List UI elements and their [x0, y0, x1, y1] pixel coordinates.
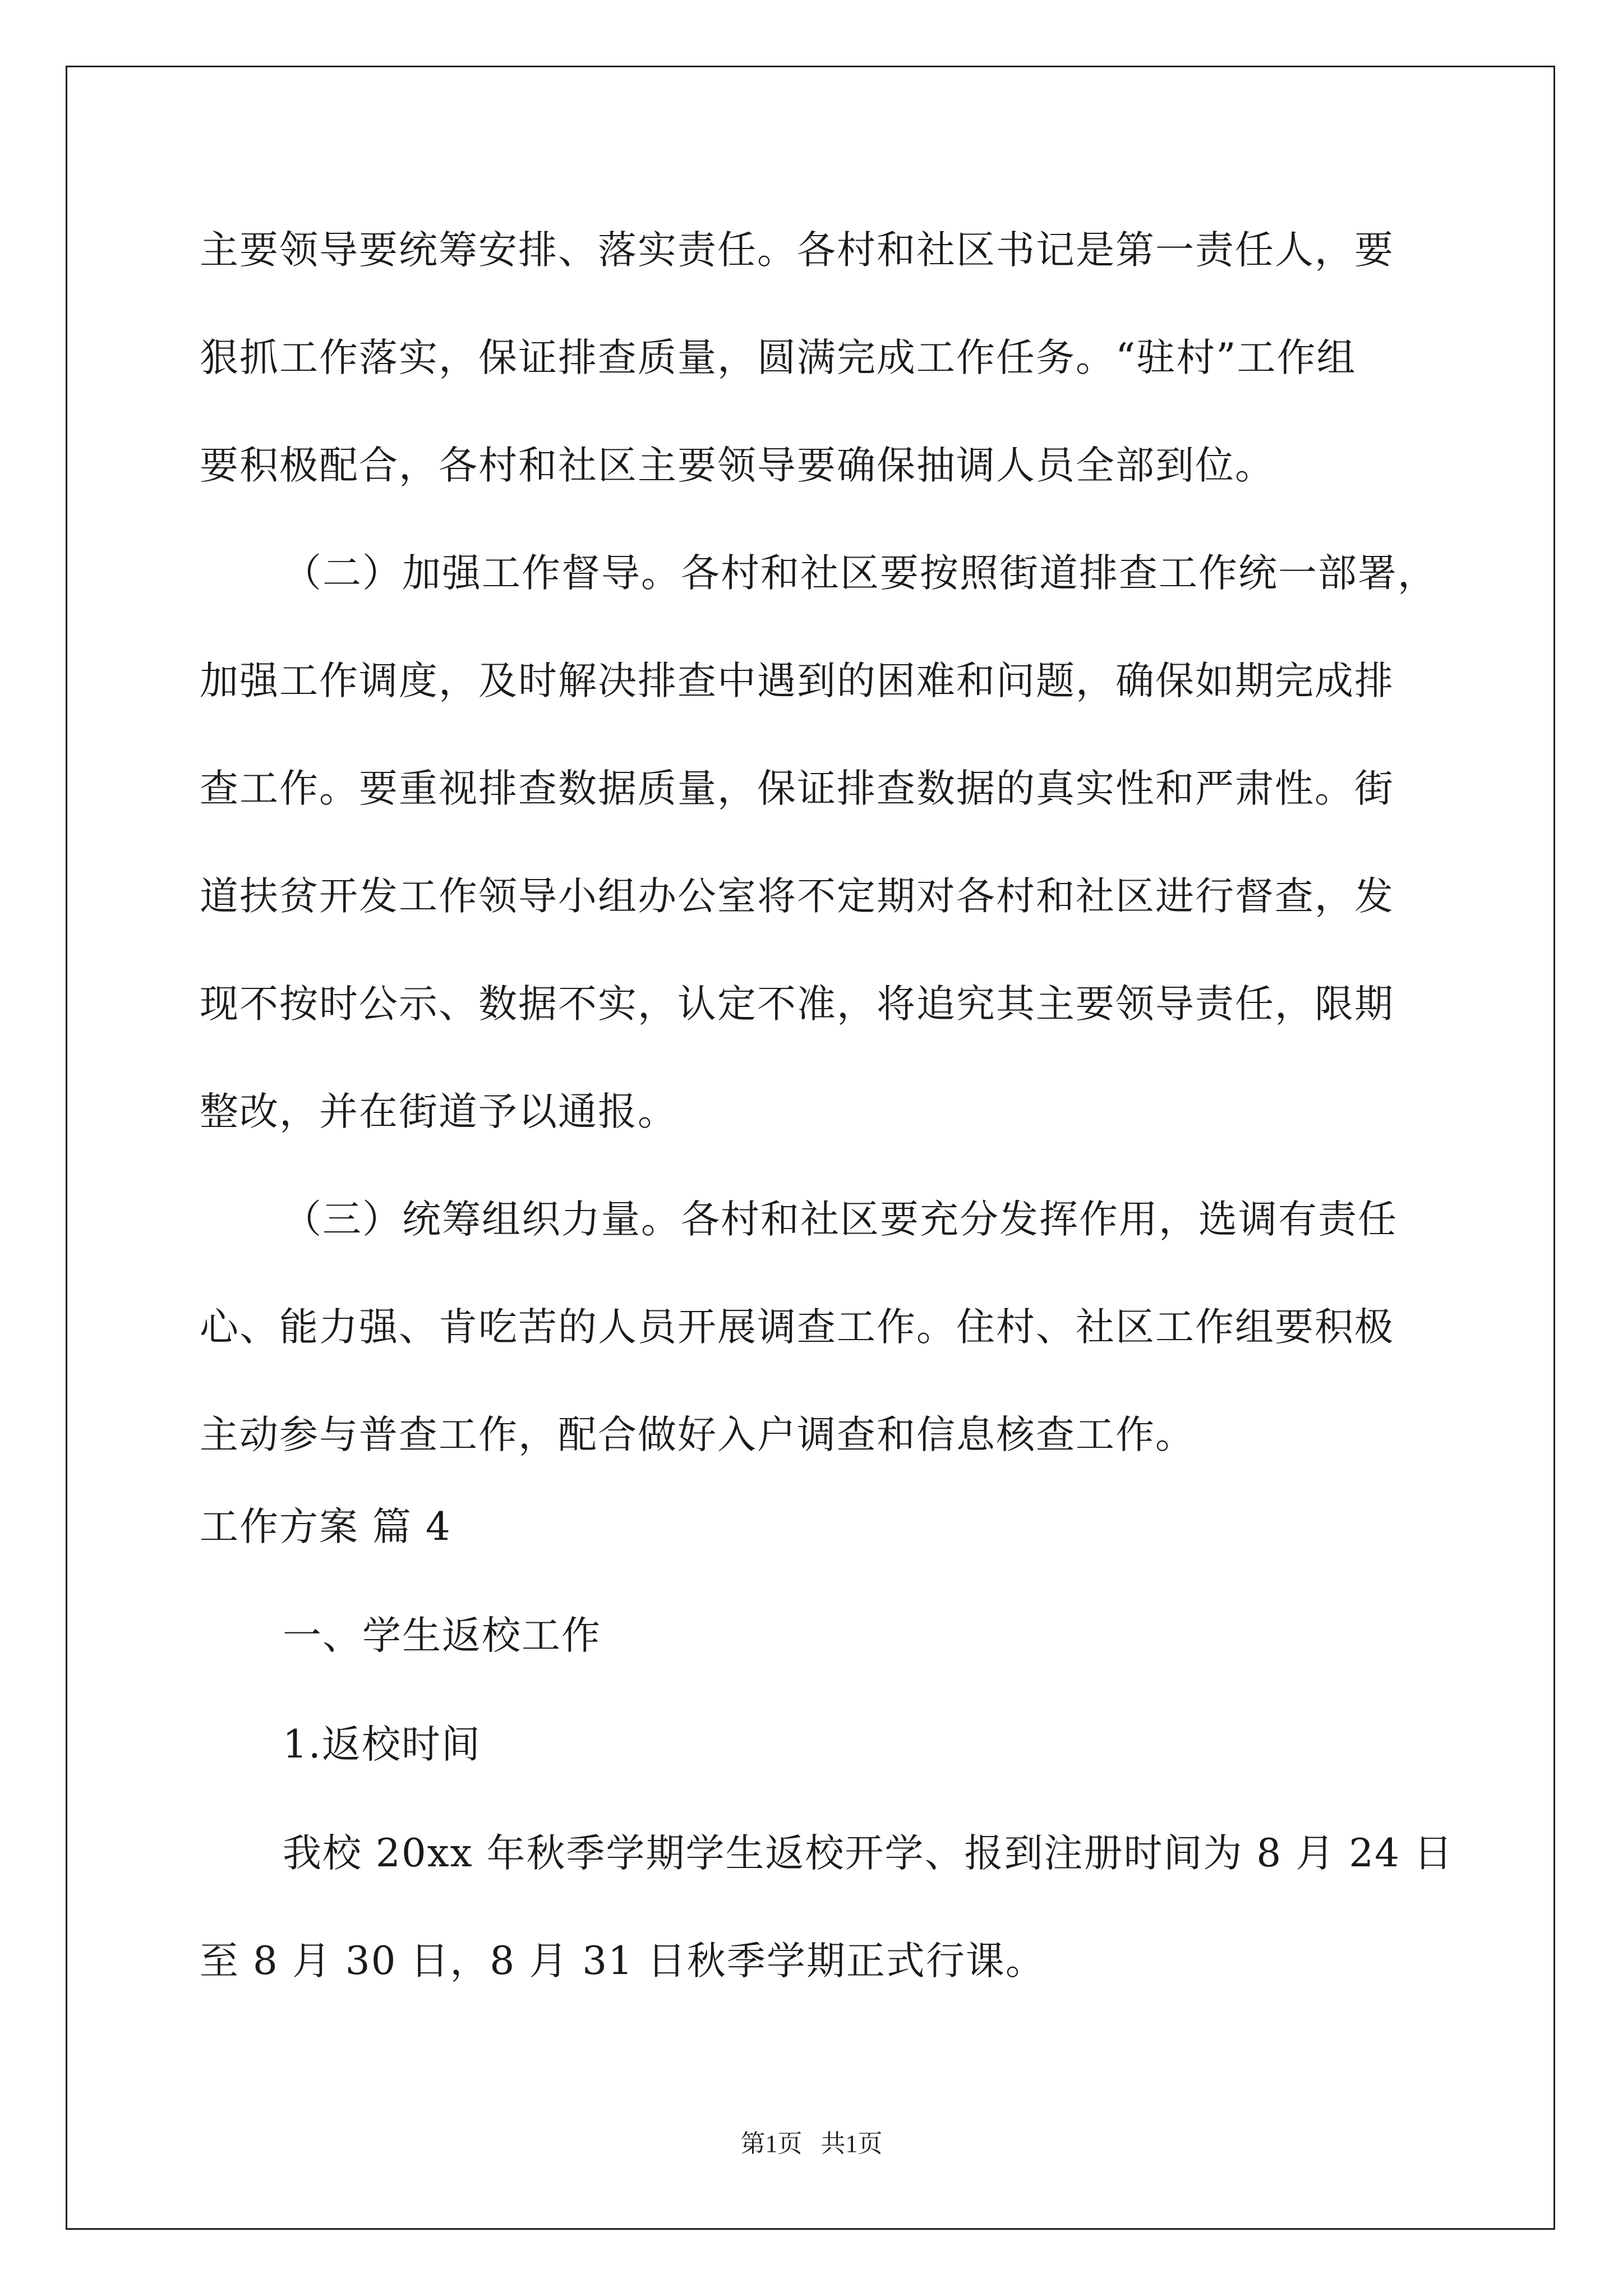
- body-line: 心、能力强、肯吃苦的人员开展调查工作。住村、社区工作组要积极: [200, 1305, 1394, 1350]
- document-heading: 工作方案 篇 4: [200, 1504, 451, 1549]
- subsection-heading: 一、学生返校工作: [283, 1613, 601, 1658]
- body-line: 道扶贫开发工作领导小组办公室将不定期对各村和社区进行督查，发: [200, 874, 1394, 919]
- body-line: 整改，并在街道予以通报。: [200, 1089, 677, 1134]
- body-line: 至 8 月 30 日，8 月 31 日秋季学期正式行课。: [200, 1939, 1045, 1984]
- body-line: 主要领导要统筹安排、落实责任。各村和社区书记是第一责任人，要: [200, 228, 1394, 273]
- body-line: 狠抓工作落实，保证排查质量，圆满完成工作任务。“驻村”工作组: [200, 335, 1357, 380]
- page-border: [66, 66, 1555, 2230]
- page-number-footer: 第1页 共1页: [740, 2130, 883, 2157]
- body-line: 查工作。要重视排查数据质量，保证排查数据的真实性和严肃性。街: [200, 766, 1394, 811]
- body-line: 要积极配合，各村和社区主要领导要确保抽调人员全部到位。: [200, 443, 1275, 488]
- body-line: 加强工作调度，及时解决排查中遇到的困难和问题，确保如期完成排: [200, 659, 1394, 703]
- body-line: 我校 20xx 年秋季学期学生返校开学、报到注册时间为 8 月 24 日: [283, 1831, 1454, 1876]
- section-heading-line: （三）统筹组织力量。各村和社区要充分发挥作用，选调有责任: [283, 1197, 1398, 1242]
- body-line: 主动参与普查工作，配合做好入户调查和信息核查工作。: [200, 1412, 1195, 1457]
- body-line: 现不按时公示、数据不实，认定不准，将追究其主要领导责任，限期: [200, 982, 1394, 1027]
- section-heading-line: （二）加强工作督导。各村和社区要按照街道排查工作统一部署，: [283, 551, 1437, 596]
- item-heading: 1.返校时间: [283, 1722, 481, 1767]
